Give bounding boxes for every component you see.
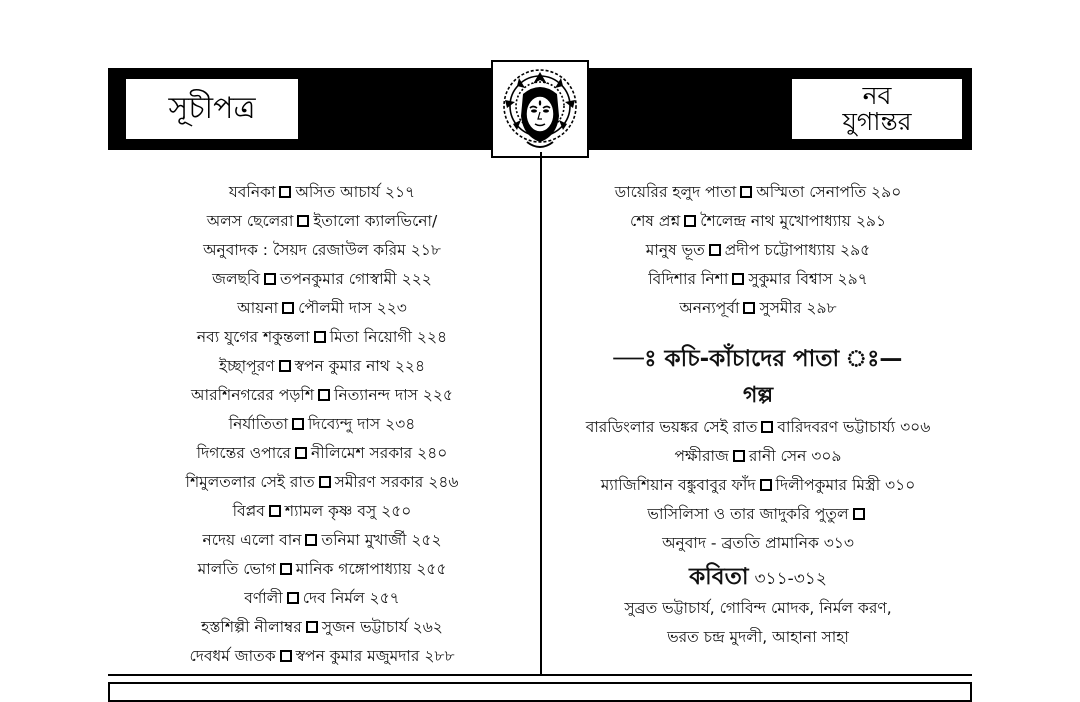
story-entry: ভাসিলিসা ও তার জাদুকরি পুতুল xyxy=(548,500,968,529)
toc-entry: মানুষ ভূত প্রদীপ চট্টোপাধ্যায় ২৯৫ xyxy=(645,241,871,259)
contents-title-text: সূচীপত্র xyxy=(168,90,256,126)
toc-entry: হস্তশিল্পী নীলাম্বর সুজন ভট্টাচার্য ২৬২ xyxy=(201,618,443,636)
square-bullet-icon xyxy=(853,508,865,520)
square-bullet-icon xyxy=(740,186,752,198)
square-bullet-icon xyxy=(743,302,755,314)
square-bullet-icon xyxy=(280,563,292,575)
bottom-rule xyxy=(108,674,972,676)
right-contents-column xyxy=(548,178,968,652)
goddess-face-icon xyxy=(491,60,589,158)
toc-entry: যবনিকা অসিত আচার্য ২১৭ xyxy=(228,183,416,201)
square-bullet-icon xyxy=(279,186,291,198)
toc-entry: দেবধর্ম জাতক স্বপন কুমার মজুমদার ২৮৮ xyxy=(189,647,455,665)
square-bullet-icon xyxy=(297,215,309,227)
square-bullet-icon xyxy=(306,621,318,633)
toc-entry: আরশিনগরের পড়শি নিত্যানন্দ দাস ২২৫ xyxy=(191,386,453,404)
contents-title xyxy=(124,77,300,141)
toc-entry: নব্য যুগের শকুন্তলা মিতা নিয়োগী ২২৪ xyxy=(196,328,448,346)
toc-entry: মালতি ভোগ মানিক গঙ্গোপাধ্যায় ২৫৫ xyxy=(197,560,447,578)
square-bullet-icon xyxy=(761,421,773,433)
square-bullet-icon xyxy=(318,389,330,401)
square-bullet-icon xyxy=(732,273,744,285)
stories-heading: গল্প xyxy=(742,383,774,408)
toc-entry-continuation: অনুবাদক : সৈয়দ রেজাউল করিম ২১৮ xyxy=(203,241,441,259)
poets-line: ভরত চন্দ্র মুদলী, আহানা সাহা xyxy=(667,628,849,646)
square-bullet-icon xyxy=(269,505,281,517)
poetry-heading-text: কবিতা xyxy=(689,564,749,590)
toc-entry: ইচ্ছাপূরণ স্বপন কুমার নাথ ২২৪ xyxy=(218,357,426,375)
toc-entry: অনন্যপূর্বা সুসমীর ২৯৮ xyxy=(679,299,837,317)
poetry-pages: ৩১১-৩১২ xyxy=(754,569,827,589)
story-entry: বারডিংলার ভয়ঙ্কর সেই রাত বারিদবরণ ভট্টাচার্য্য ৩০৬ xyxy=(585,418,931,436)
square-bullet-icon xyxy=(319,476,331,488)
square-bullet-icon xyxy=(264,273,276,285)
toc-entry: বর্ণালী দেব নির্মল ২৫৭ xyxy=(244,589,400,607)
toc-entry: অলস ছেলেরা ইতালো ক্যালভিনো/ xyxy=(206,212,438,230)
story-entry-continuation: অনুবাদ - ব্রততি প্রামানিক ৩১৩ xyxy=(662,534,854,552)
square-bullet-icon xyxy=(287,592,299,604)
square-bullet-icon xyxy=(314,331,326,343)
magazine-title-line2: যুগান্তর xyxy=(842,107,912,136)
square-bullet-icon xyxy=(295,447,307,459)
square-bullet-icon xyxy=(733,450,745,462)
toc-entry: ডায়েরির হলুদ পাতা অস্মিতা সেনাপতি ২৯০ xyxy=(614,183,902,201)
spacer xyxy=(548,323,968,337)
square-bullet-icon xyxy=(305,534,317,546)
bottom-border-frame xyxy=(108,682,972,702)
toc-entry: জলছবি তপনকুমার গোস্বামী ২২২ xyxy=(212,270,432,288)
toc-entry: বিপ্লব শ্যামল কৃষ্ণ বসু ২৫০ xyxy=(232,502,412,520)
toc-entry: আয়না পৌলমী দাস ২২৩ xyxy=(237,299,407,317)
goddess-face-svg xyxy=(497,66,583,152)
square-bullet-icon xyxy=(709,244,721,256)
poetry-heading xyxy=(548,560,968,594)
toc-entry: নদেয় এলো বান তনিমা মুখার্জী ২৫২ xyxy=(202,531,442,549)
square-bullet-icon xyxy=(282,302,294,314)
left-contents-column xyxy=(110,178,534,671)
toc-entry: নির্যাতিতা দিব্যেন্দু দাস ২৩৪ xyxy=(228,415,416,433)
toc-entry: শিমুলতলার সেই রাত সমীরণ সরকার ২৪৬ xyxy=(185,473,459,491)
magazine-title xyxy=(790,77,964,141)
square-bullet-icon xyxy=(280,650,292,662)
square-bullet-icon xyxy=(279,360,291,372)
kids-section-heading: —ঃ কচি-কাঁচাদের পাতা ঃ— xyxy=(613,346,903,372)
toc-entry: দিগন্তের ওপারে নীলিমেশ সরকার ২৪০ xyxy=(196,444,448,462)
toc-entry: বিদিশার নিশা সুকুমার বিশ্বাস ২৯৭ xyxy=(648,270,868,288)
square-bullet-icon xyxy=(292,418,304,430)
magazine-title-line1: নব xyxy=(862,81,892,110)
square-bullet-icon xyxy=(760,479,772,491)
poets-line: সুব্রত ভট্টাচার্য, গোবিন্দ মোদক, নির্মল করণ, xyxy=(624,599,892,617)
column-divider xyxy=(540,152,542,674)
story-entry: ম্যাজিশিয়ান বঙ্কুবাবুর ফাঁদ দিলীপকুমার মিস্ত্রী ৩১০ xyxy=(600,476,916,494)
square-bullet-icon xyxy=(684,215,696,227)
story-entry: পক্ষীরাজ রানী সেন ৩০৯ xyxy=(674,447,842,465)
toc-entry: শেষ প্রশ্ন শৈলেন্দ্র নাথ মুখোপাধ্যায় ২৯১ xyxy=(629,212,887,230)
